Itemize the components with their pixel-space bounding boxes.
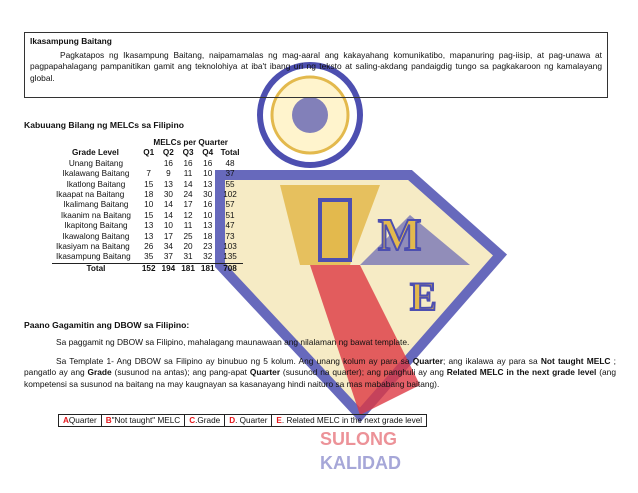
q4-cell: 10 — [203, 169, 213, 179]
term-quarter: Quarter — [412, 356, 443, 366]
total-cell: 55 — [225, 179, 235, 189]
q2-cell: 34 — [163, 242, 173, 252]
legend-item-d: D. Quarter — [225, 415, 272, 426]
template-column-legend — [58, 414, 427, 427]
grade-cell: Ikalimang Baitang — [63, 200, 129, 210]
table-row — [52, 252, 243, 263]
q4-cell: 30 — [203, 190, 213, 200]
table-row — [52, 190, 243, 200]
grade-cell: Ikasiyam na Baitang — [56, 242, 130, 252]
q2-cell: 17 — [163, 231, 173, 241]
q3-cell: 24 — [183, 190, 193, 200]
term-grade: Grade — [87, 367, 112, 378]
col-header-q3: Q3 — [182, 148, 194, 158]
q1-cell: 13 — [144, 231, 154, 241]
q4-cell: 32 — [203, 252, 213, 262]
melc-group-header: MELCs per Quarter — [153, 138, 228, 147]
q3-cell: 25 — [183, 231, 193, 241]
q2-cell: 37 — [163, 252, 173, 262]
q2-cell: 16 — [163, 158, 173, 168]
q4-total: 181 — [198, 263, 218, 274]
q2-total: 194 — [159, 263, 179, 274]
dbow-section-title: Paano Gagamitin ang DBOW sa Filipino: — [24, 320, 190, 330]
term-related-melc: Related MELC in the next grade level — [446, 367, 597, 378]
q3-cell: 17 — [183, 200, 193, 210]
q2-cell: 14 — [163, 210, 173, 220]
table-row — [52, 221, 243, 231]
q3-total: 181 — [178, 263, 198, 274]
total-cell: 57 — [225, 200, 235, 210]
q2-cell: 9 — [166, 169, 171, 179]
q3-cell: 16 — [183, 158, 193, 168]
grade-cell: Ikaapat na Baitang — [56, 190, 125, 200]
q1-cell: 15 — [144, 210, 154, 220]
table-total-row — [52, 263, 243, 274]
q4-cell: 18 — [203, 231, 213, 241]
total-cell: 103 — [223, 242, 237, 252]
dbow-paragraph-1: Sa paggamit ng DBOW sa Filipino, mahalagang maunawaan ang nilalaman ng bawat template. — [56, 337, 410, 347]
melc-table — [52, 138, 243, 274]
legend-item-b: B"Not taught" MELC — [102, 415, 186, 426]
box-title: Ikasampung Baitang — [30, 36, 112, 46]
col-header-q4: Q4 — [202, 148, 214, 158]
q1-cell: 13 — [144, 221, 154, 231]
total-cell: 47 — [225, 221, 235, 231]
table-row — [52, 232, 243, 242]
q2-cell: 30 — [163, 190, 173, 200]
total-cell: 51 — [225, 210, 235, 220]
grade-cell: Ikatlong Baitang — [66, 179, 126, 189]
q3-cell: 20 — [183, 242, 193, 252]
q1-cell: 15 — [144, 179, 154, 189]
legend-item-c: C.Grade — [185, 415, 225, 426]
q4-cell: 13 — [203, 221, 213, 231]
q4-cell: 10 — [203, 210, 213, 220]
svg-text:E: E — [410, 274, 437, 319]
grade-cell: Ikaanim na Baitang — [60, 210, 131, 220]
dbow-paragraph-2: Sa Template 1- Ang DBOW sa Filipino ay binubuo ng 5 kolum. Ang unang kolum ay para sa Quarter; ang ikalawa ay para sa Not taught MELC ; pangatlo ay ang Grade (susunod na antas); ang pang-apat Quarter (susunod na quarter); ang panghuli ay ang Related MELC in the next grade level (ang kompetensi sa susunod na baitang na may kaugnayan sa kasanayang hindi naituro sa mas mababang baitang). — [24, 356, 617, 389]
q4-cell: 16 — [203, 158, 213, 168]
col-header-total: Total — [220, 148, 240, 158]
melc-section-title: Kabuuang Bilang ng MELCs sa Filipino — [24, 120, 184, 130]
box-paragraph: Pagkatapos ng Ikasampung Baitang, naipamamalas ng mag-aaral ang kakayahang komunikatibo, mapanuring pag-iisip, at pag-unawa at pagpapahalagang pampanitikan gamit ang teknolohiya at iba't ibang uri ng teksto at saling-akdang pandaigdig tungo sa pagkakaroon ng kamalayang global. — [30, 50, 602, 83]
watermark-text-sulong: SULONG — [320, 429, 398, 449]
grade-cell: Ikalawang Baitang — [62, 169, 130, 179]
q4-cell: 13 — [203, 179, 213, 189]
total-label: Total — [52, 263, 139, 274]
total-cell: 48 — [225, 158, 235, 168]
grade-cell: Unang Baitang — [68, 158, 124, 168]
q2-cell: 14 — [163, 200, 173, 210]
watermark-text-kalidad: KALIDAD — [320, 453, 401, 473]
q1-cell: 18 — [144, 190, 154, 200]
col-header-q1: Q1 — [143, 148, 155, 158]
q1-cell: 10 — [144, 200, 154, 210]
q3-cell: 11 — [183, 221, 193, 231]
term-not-taught-melc: Not taught MELC — [540, 356, 611, 366]
q2-cell: 10 — [163, 221, 173, 231]
col-header-grade: Grade Level — [72, 148, 119, 158]
term-quarter-next: Quarter — [249, 367, 281, 378]
table-row — [52, 169, 243, 179]
legend-item-a: AQuarter — [59, 415, 102, 426]
grand-total: 708 — [218, 263, 243, 274]
table-row — [52, 200, 243, 210]
table-row — [52, 242, 243, 252]
grade-cell: Ikasampung Baitang — [56, 252, 131, 262]
grade-cell: Ikawalong Baitang — [62, 231, 130, 241]
q1-cell: 26 — [144, 242, 154, 252]
q3-cell: 14 — [183, 179, 193, 189]
total-cell: 37 — [225, 169, 235, 179]
grade-ten-standard-box — [24, 32, 608, 98]
q3-cell: 11 — [183, 169, 193, 179]
q4-cell: 23 — [203, 242, 213, 252]
q4-cell: 16 — [203, 200, 213, 210]
q2-cell: 13 — [163, 179, 173, 189]
q1-cell: 35 — [144, 252, 154, 262]
grade-cell: Ikapitong Baitang — [64, 221, 128, 231]
total-cell: 73 — [225, 231, 235, 241]
q3-cell: 12 — [183, 210, 193, 220]
total-cell: 135 — [223, 252, 237, 262]
total-cell: 102 — [223, 190, 237, 200]
table-row — [52, 211, 243, 221]
table-row — [52, 159, 243, 169]
q3-cell: 31 — [183, 252, 193, 262]
q1-cell — [139, 159, 159, 169]
q1-total: 152 — [139, 263, 159, 274]
col-header-q2: Q2 — [162, 148, 174, 158]
q1-cell: 7 — [146, 169, 151, 179]
svg-text:M: M — [378, 209, 422, 260]
table-row — [52, 180, 243, 190]
legend-item-e: E. Related MELC in the next grade level — [276, 416, 423, 425]
